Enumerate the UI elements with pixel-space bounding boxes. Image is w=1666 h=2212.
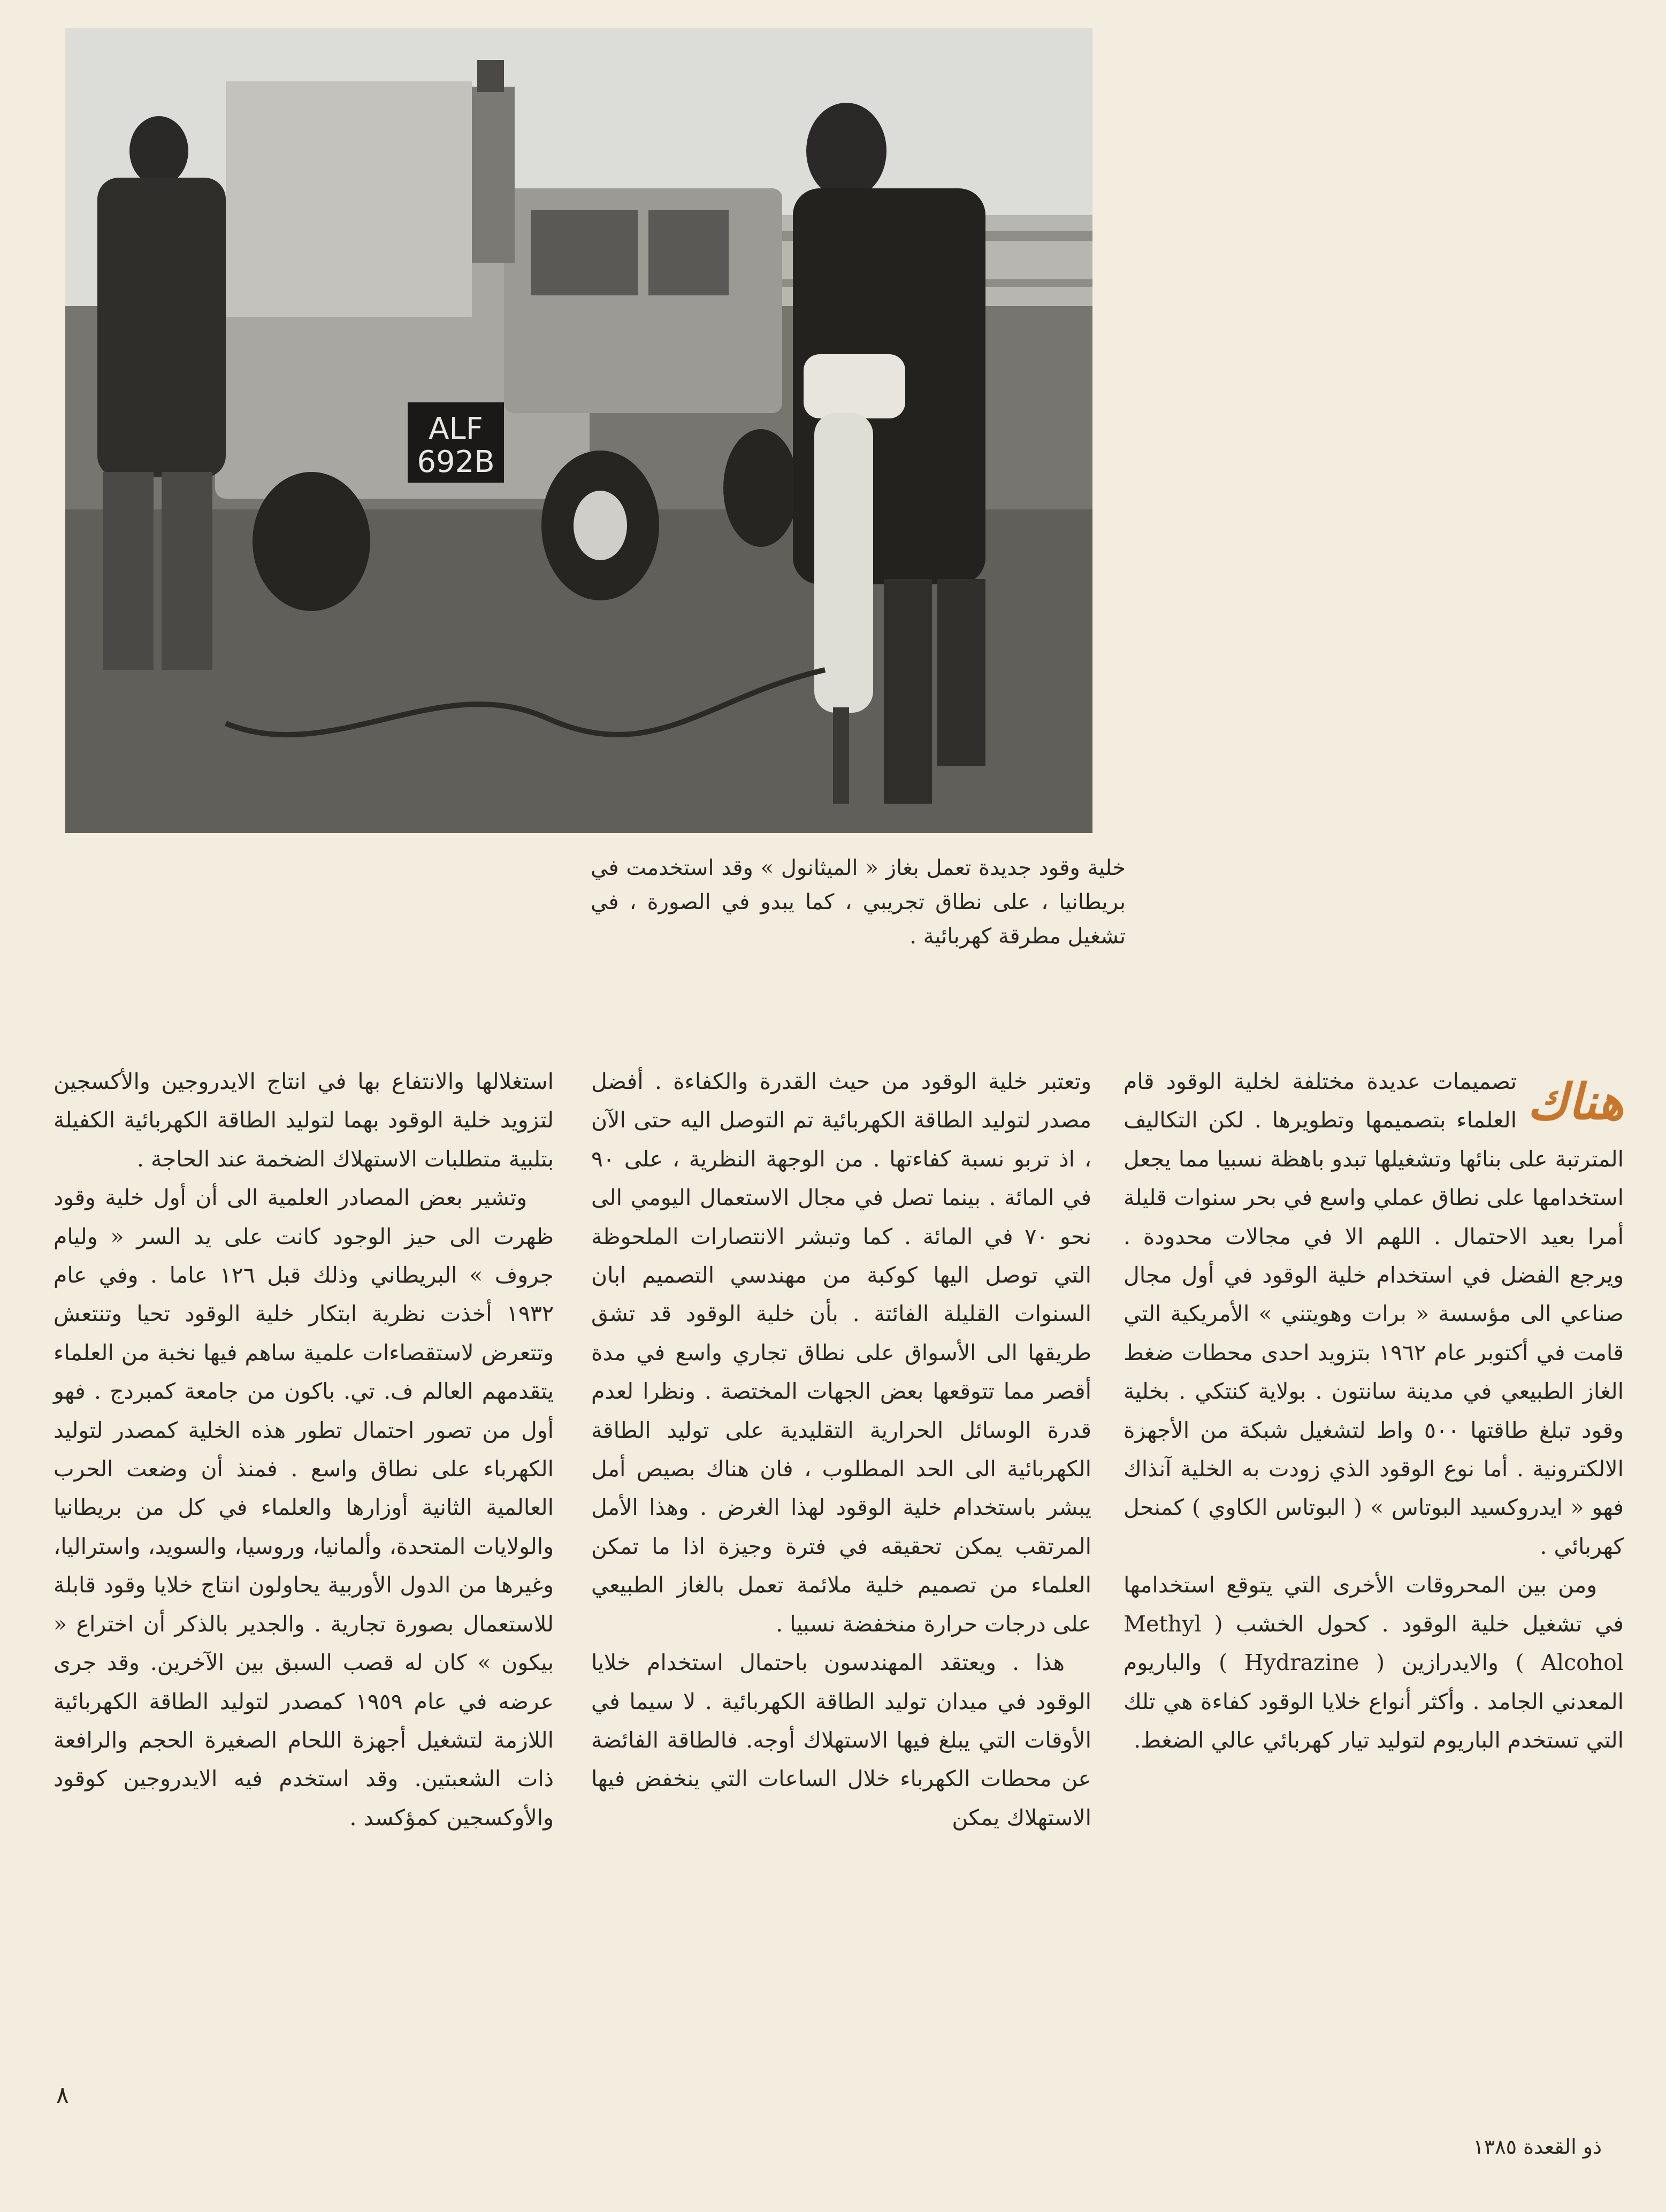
- page-number: ٨: [56, 2081, 69, 2109]
- photo-caption: خلية وقود جديدة تعمل بغاز « الميثانول » وقد استخدمت في بريطانيا ، على نطاق تجريبي ، كما يبدو في الصورة ، في تشغيل مطرقة كهربائية .: [591, 856, 1126, 949]
- plate-line1: ALF: [429, 411, 483, 446]
- article-photo: [65, 28, 1092, 833]
- plate-line2: 692B: [417, 445, 495, 479]
- footer-date: ذو القعدة ١٣٨٥: [1473, 2135, 1602, 2158]
- paragraph: هذا . ويعتقد المهندسون باحتمال استخدام خلايا الوقود في ميدان توليد الطاقة الكهربائية . لا سيما في الأوقات التي يبلغ فيها الاستهلاك أوجه. فالطاقة الفائضة عن محطات الكهرباء خلال الساعات التي ينخفض فيها الاستهلاك يمكن: [591, 1650, 1091, 1830]
- paragraph: وتشير بعض المصادر العلمية الى أن أول خلية وقود ظهرت الى حيز الوجود كانت على يد السر « وليام جروف » البريطاني وذلك قبل ١٢٦ عاما . وفي عام ١٩٣٢ أخذت نظرية ابتكار خلية الوقود تحيا وتنتعش وتتعرض لاستقصاءات علمية ساهم فيها نخبة من العلماء يتقدمهم العالم ف. تي. باكون من جامعة كمبردج . فهو أول من تصور احتمال تطور هذه الخلية كمصدر لتوليد الكهرباء على نطاق واسع . فمنذ أن وضعت الحرب العالمية الثانية أوزارها والعلماء في كل من بريطانيا والولايات المتحدة، وألمانيا، وروسيا، والسويد، واستراليا، وغيرها من الدول الأوربية يحاولون انتاج خلايا وقود قابلة للاستعمال بصورة تجارية . والجدير بالذكر أن اختراع « بيكون » كان له قصب السبق بين الآخرين. وقد جرى عرضه في عام ١٩٥٩ كمصدر لتوليد الطاقة الكهربائية اللازمة لتشغيل أجهزة اللحام الصغيرة الحجم والرافعة ذات الشعبتين. وقد استخدم فيه الايدروجين كوقود والأوكسجين كمؤكسد .: [54, 1185, 554, 1830]
- article-column-middle: [591, 1062, 1091, 1837]
- paragraph: وتعتبر خلية الوقود من حيث القدرة والكفاءة . أفضل مصدر لتوليد الطاقة الكهربائية تم التوصل اليه حتى الآن ، اذ تربو نسبة كفاءتها . من الوجهة النظرية ، على ٩٠ في المائة . بينما تصل في مجال الاستعمال اليومي الى نحو ٧٠ في المائة . كما وتبشر الانتصارات الملحوظة التي توصل اليها كوكبة من مهندسي التصميم ابان السنوات القليلة الفائتة . بأن خلية الوقود قد تشق طريقها الى الأسواق على نطاق تجاري واسع في مدة أقصر مما تتوقعها بعض الجهات المختصة . ونظرا لعدم قدرة الوسائل الحرارية التقليدية على توليد الطاقة الكهربائية الى الحد المطلوب ، فان هناك بصيص أمل يبشر باستخدام خلية الوقود لهذا الغرض . وهذا الأمل المرتقب يمكن تحقيقه في فترة وجيزة اذا ما تمكن العلماء من تصميم خلية ملائمة تعمل بالغاز الطبيعي على درجات حرارة منخفضة نسبيا .: [591, 1069, 1092, 1637]
- dropcap: [1527, 1067, 1624, 1137]
- dropcap-word: هناك: [1527, 1073, 1624, 1131]
- article-column-right: [1124, 1062, 1624, 1759]
- photo-illustration: [65, 28, 1092, 833]
- paragraph: تصميمات عديدة مختلفة لخلية الوقود قام العلماء بتصميمها وتطويرها . لكن التكاليف المترتبة على بنائها وتشغيلها تبدو باهظة نسبيا مما يجعل استخدامها على نطاق عملي واسع في بحر سنوات قليلة أمرا بعيد الاحتمال . اللهم الا في مجالات محدودة . ويرجع الفضل في استخدام خلية الوقود في أول مجال صناعي الى مؤسسة « برات وهويتني » الأمريكية التي قامت في أكتوبر عام ١٩٦٢ بتزويد احدى محطات ضغط الغاز الطبيعي في مدينة سانتون . بولاية كنتكي . بخلية وقود تبلغ طاقتها ٥٠٠ واط لتشغيل شبكة من الأجهزة الالكترونية . أما نوع الوقود الذي زودت به الخلية آنذاك فهو « ايدروكسيد البوتاس » ( البوتاس الكاوي ) كمنحل كهربائي .: [1124, 1069, 1624, 1559]
- article-column-left: [54, 1062, 554, 1837]
- paragraph: ومن بين المحروقات الأخرى التي يتوقع استخدامها في تشغيل خلية الوقود . كحول الخشب ( Methyl Alcohol ) والايدرازين ( Hydrazine ) والباريوم المعدني الجامد . وأكثر أنواع خلايا الوقود كفاءة هي تلك التي تستخدم الباريوم لتوليد تيار كهربائي عالي الضغط.: [1124, 1572, 1624, 1753]
- paragraph: استغلالها والانتفاع بها في انتاج الايدروجين والأكسجين لتزويد خلية الوقود بهما لتوليد الطاقة الكهربائية الكفيلة بتلبية متطلبات الاستهلاك الضخمة عند الحاجة .: [54, 1069, 554, 1172]
